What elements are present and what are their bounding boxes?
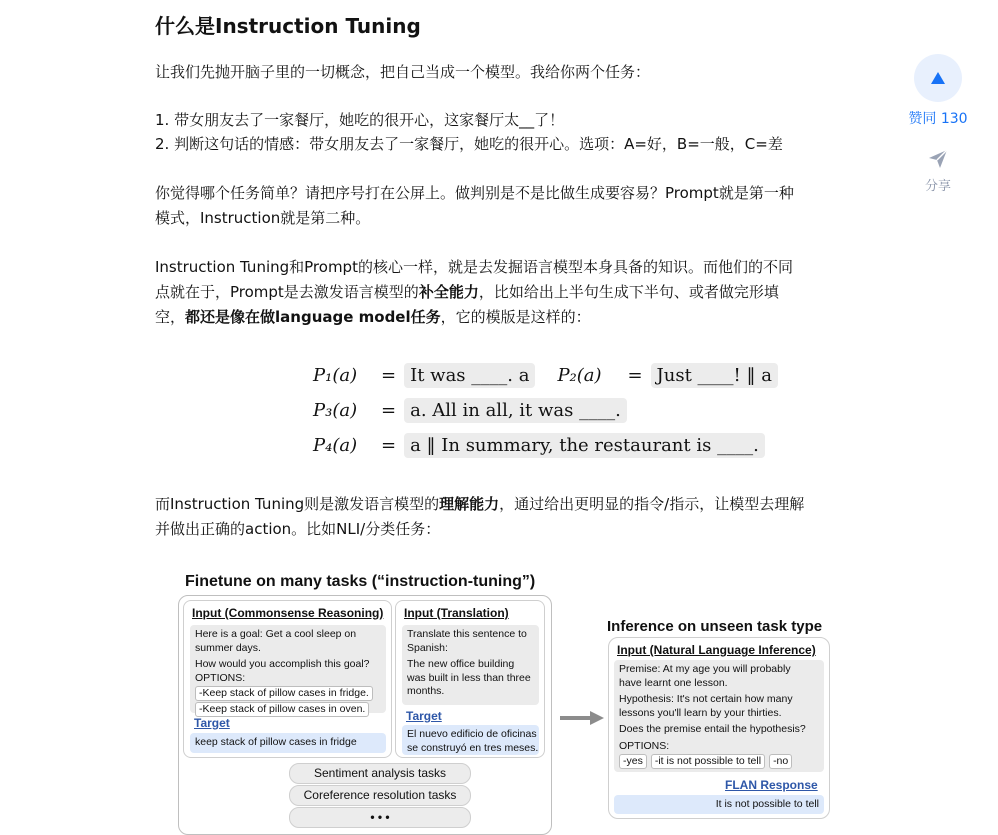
formula-template: It was ____. a bbox=[404, 363, 535, 388]
formula-eq: = bbox=[381, 365, 397, 386]
formula-lhs: P₂(a) bbox=[557, 365, 602, 386]
target-output bbox=[402, 725, 539, 755]
input-line: Here is a goal: Get a cool sleep on bbox=[195, 628, 357, 640]
target-label: Target bbox=[406, 709, 442, 723]
formula-eq: = bbox=[381, 435, 397, 456]
formula-lhs: P₁(a) bbox=[313, 365, 358, 386]
paragraph-intro: 让我们先抛开脑子里的一切概念，把自己当成一个模型。我给你两个任务： bbox=[155, 63, 651, 81]
options-label: OPTIONS: bbox=[619, 739, 670, 752]
input-line: months. bbox=[407, 685, 445, 697]
section-title: 什么是Instruction Tuning bbox=[155, 14, 421, 38]
option-pill: -yes bbox=[619, 754, 647, 769]
input-line: Translate this sentence to bbox=[407, 628, 527, 640]
task-item-1: 1. 带女朋友去了一家餐厅，她吃的很开心，这家餐厅太__了！ bbox=[155, 111, 565, 129]
inference-title: Inference on unseen task type bbox=[607, 618, 823, 635]
paragraph-question-line1: 你觉得哪个任务简单？请把序号打在公屏上。做判别是不是比做生成要容易？Prompt就是第一种 bbox=[155, 184, 794, 202]
commonsense-heading: Input (Commonsense Reasoning) bbox=[192, 606, 384, 620]
option-pill: -Keep stack of pillow cases in oven. bbox=[195, 702, 369, 717]
more-tasks-pill: • • • bbox=[289, 807, 471, 828]
formula-lhs: P₃(a) bbox=[313, 400, 358, 421]
commonsense-task-box bbox=[183, 600, 392, 758]
output-line: se construyó en tres meses. bbox=[407, 741, 539, 754]
formula-row-1 bbox=[313, 363, 778, 388]
options-label: OPTIONS: bbox=[195, 671, 246, 684]
bold-text: 理解能力 bbox=[439, 495, 500, 513]
paragraph-prompt-line1: Instruction Tuning和Prompt的核心一样，就是去发掘语言模型本身具备的知识。而他们的不同 bbox=[155, 258, 793, 276]
paragraph-question-line2: 模式，Instruction就是第二种。 bbox=[155, 209, 371, 227]
options-row bbox=[619, 755, 796, 767]
inference-heading: Input (Natural Language Inference) bbox=[617, 643, 816, 657]
figure-title: Finetune on many tasks (“instruction-tuning”) bbox=[185, 573, 536, 590]
input-line: Spanish: bbox=[407, 641, 448, 654]
option-pill: -Keep stack of pillow cases in fridge. bbox=[195, 686, 373, 701]
sentiment-task-pill: Sentiment analysis tasks bbox=[289, 763, 471, 784]
output-line: El nuevo edificio de oficinas bbox=[407, 728, 537, 740]
text-segment: ，比如给出上半句生成下半句、或者做完形填 bbox=[478, 283, 779, 301]
formula-row-2 bbox=[313, 398, 627, 423]
upvote-count[interactable]: 赞同 130 bbox=[908, 111, 968, 127]
paragraph-prompt-line3 bbox=[155, 305, 591, 330]
triangle-up-icon bbox=[930, 71, 946, 85]
inference-box bbox=[608, 637, 830, 819]
target-label: Target bbox=[194, 716, 230, 730]
input-line: have learnt one lesson. bbox=[619, 676, 728, 689]
share-button-label[interactable]: 分享 bbox=[924, 179, 951, 194]
upvote-button[interactable] bbox=[914, 54, 962, 102]
text-segment: ，通过给出更明显的指令/指示，让模型去理解 bbox=[499, 495, 805, 513]
text-segment: ，它的模版是这样的： bbox=[440, 308, 591, 326]
paragraph-prompt-line2 bbox=[155, 280, 779, 305]
input-line: lessons you'll learn by your thirties. bbox=[619, 706, 782, 719]
text-segment: 空， bbox=[155, 308, 186, 326]
input-question: Does the premise entail the hypothesis? bbox=[619, 723, 806, 735]
input-line: Hypothesis: It's not certain how many bbox=[619, 693, 793, 705]
target-output: keep stack of pillow cases in fridge bbox=[190, 733, 386, 753]
input-line: The new office building bbox=[407, 658, 515, 670]
input-line: was built in less than three bbox=[407, 671, 531, 684]
input-line: Premise: At my age you will probably bbox=[619, 663, 791, 675]
formula-template: a. All in all, it was ____. bbox=[404, 398, 627, 423]
paper-plane-icon[interactable] bbox=[926, 147, 950, 171]
commonsense-input bbox=[190, 625, 386, 713]
input-line: summer days. bbox=[195, 641, 261, 654]
option-pill: -it is not possible to tell bbox=[651, 754, 765, 769]
flan-response-label: FLAN Response bbox=[725, 778, 818, 792]
finetune-tasks-box bbox=[178, 595, 552, 835]
flan-figure bbox=[170, 565, 840, 835]
inference-input bbox=[614, 660, 824, 772]
formula-eq: = bbox=[381, 400, 397, 421]
coreference-task-pill: Coreference resolution tasks bbox=[289, 785, 471, 806]
text-segment: 点就在于，Prompt是去激发语言模型的 bbox=[155, 283, 419, 301]
bold-text: 补全能力 bbox=[418, 283, 479, 301]
translation-input bbox=[402, 625, 539, 705]
paragraph-instruction-line1 bbox=[155, 492, 804, 517]
formula-eq: = bbox=[627, 365, 643, 386]
formula-row-3 bbox=[313, 433, 765, 458]
formula-lhs: P₄(a) bbox=[313, 435, 358, 456]
formula-template: a ‖ In summary, the restaurant is ____. bbox=[404, 433, 765, 458]
bold-text: 都还是像在做language model任务 bbox=[185, 308, 441, 326]
paragraph-instruction-line2: 并做出正确的action。比如NLI/分类任务： bbox=[155, 520, 441, 538]
text-segment: 而Instruction Tuning则是激发语言模型的 bbox=[155, 495, 440, 513]
input-question: How would you accomplish this goal? bbox=[195, 658, 370, 670]
option-pill: -no bbox=[769, 754, 792, 769]
translation-task-box bbox=[395, 600, 545, 758]
arrow-right-icon bbox=[560, 711, 604, 725]
translation-heading: Input (Translation) bbox=[404, 606, 509, 620]
formula-template: Just ____! ‖ a bbox=[651, 363, 778, 388]
flan-response-output: It is not possible to tell bbox=[614, 795, 824, 814]
task-item-2: 2. 判断这句话的情感：带女朋友去了一家餐厅，她吃的很开心。选项：A=好，B=一般，C=差 bbox=[155, 135, 783, 153]
